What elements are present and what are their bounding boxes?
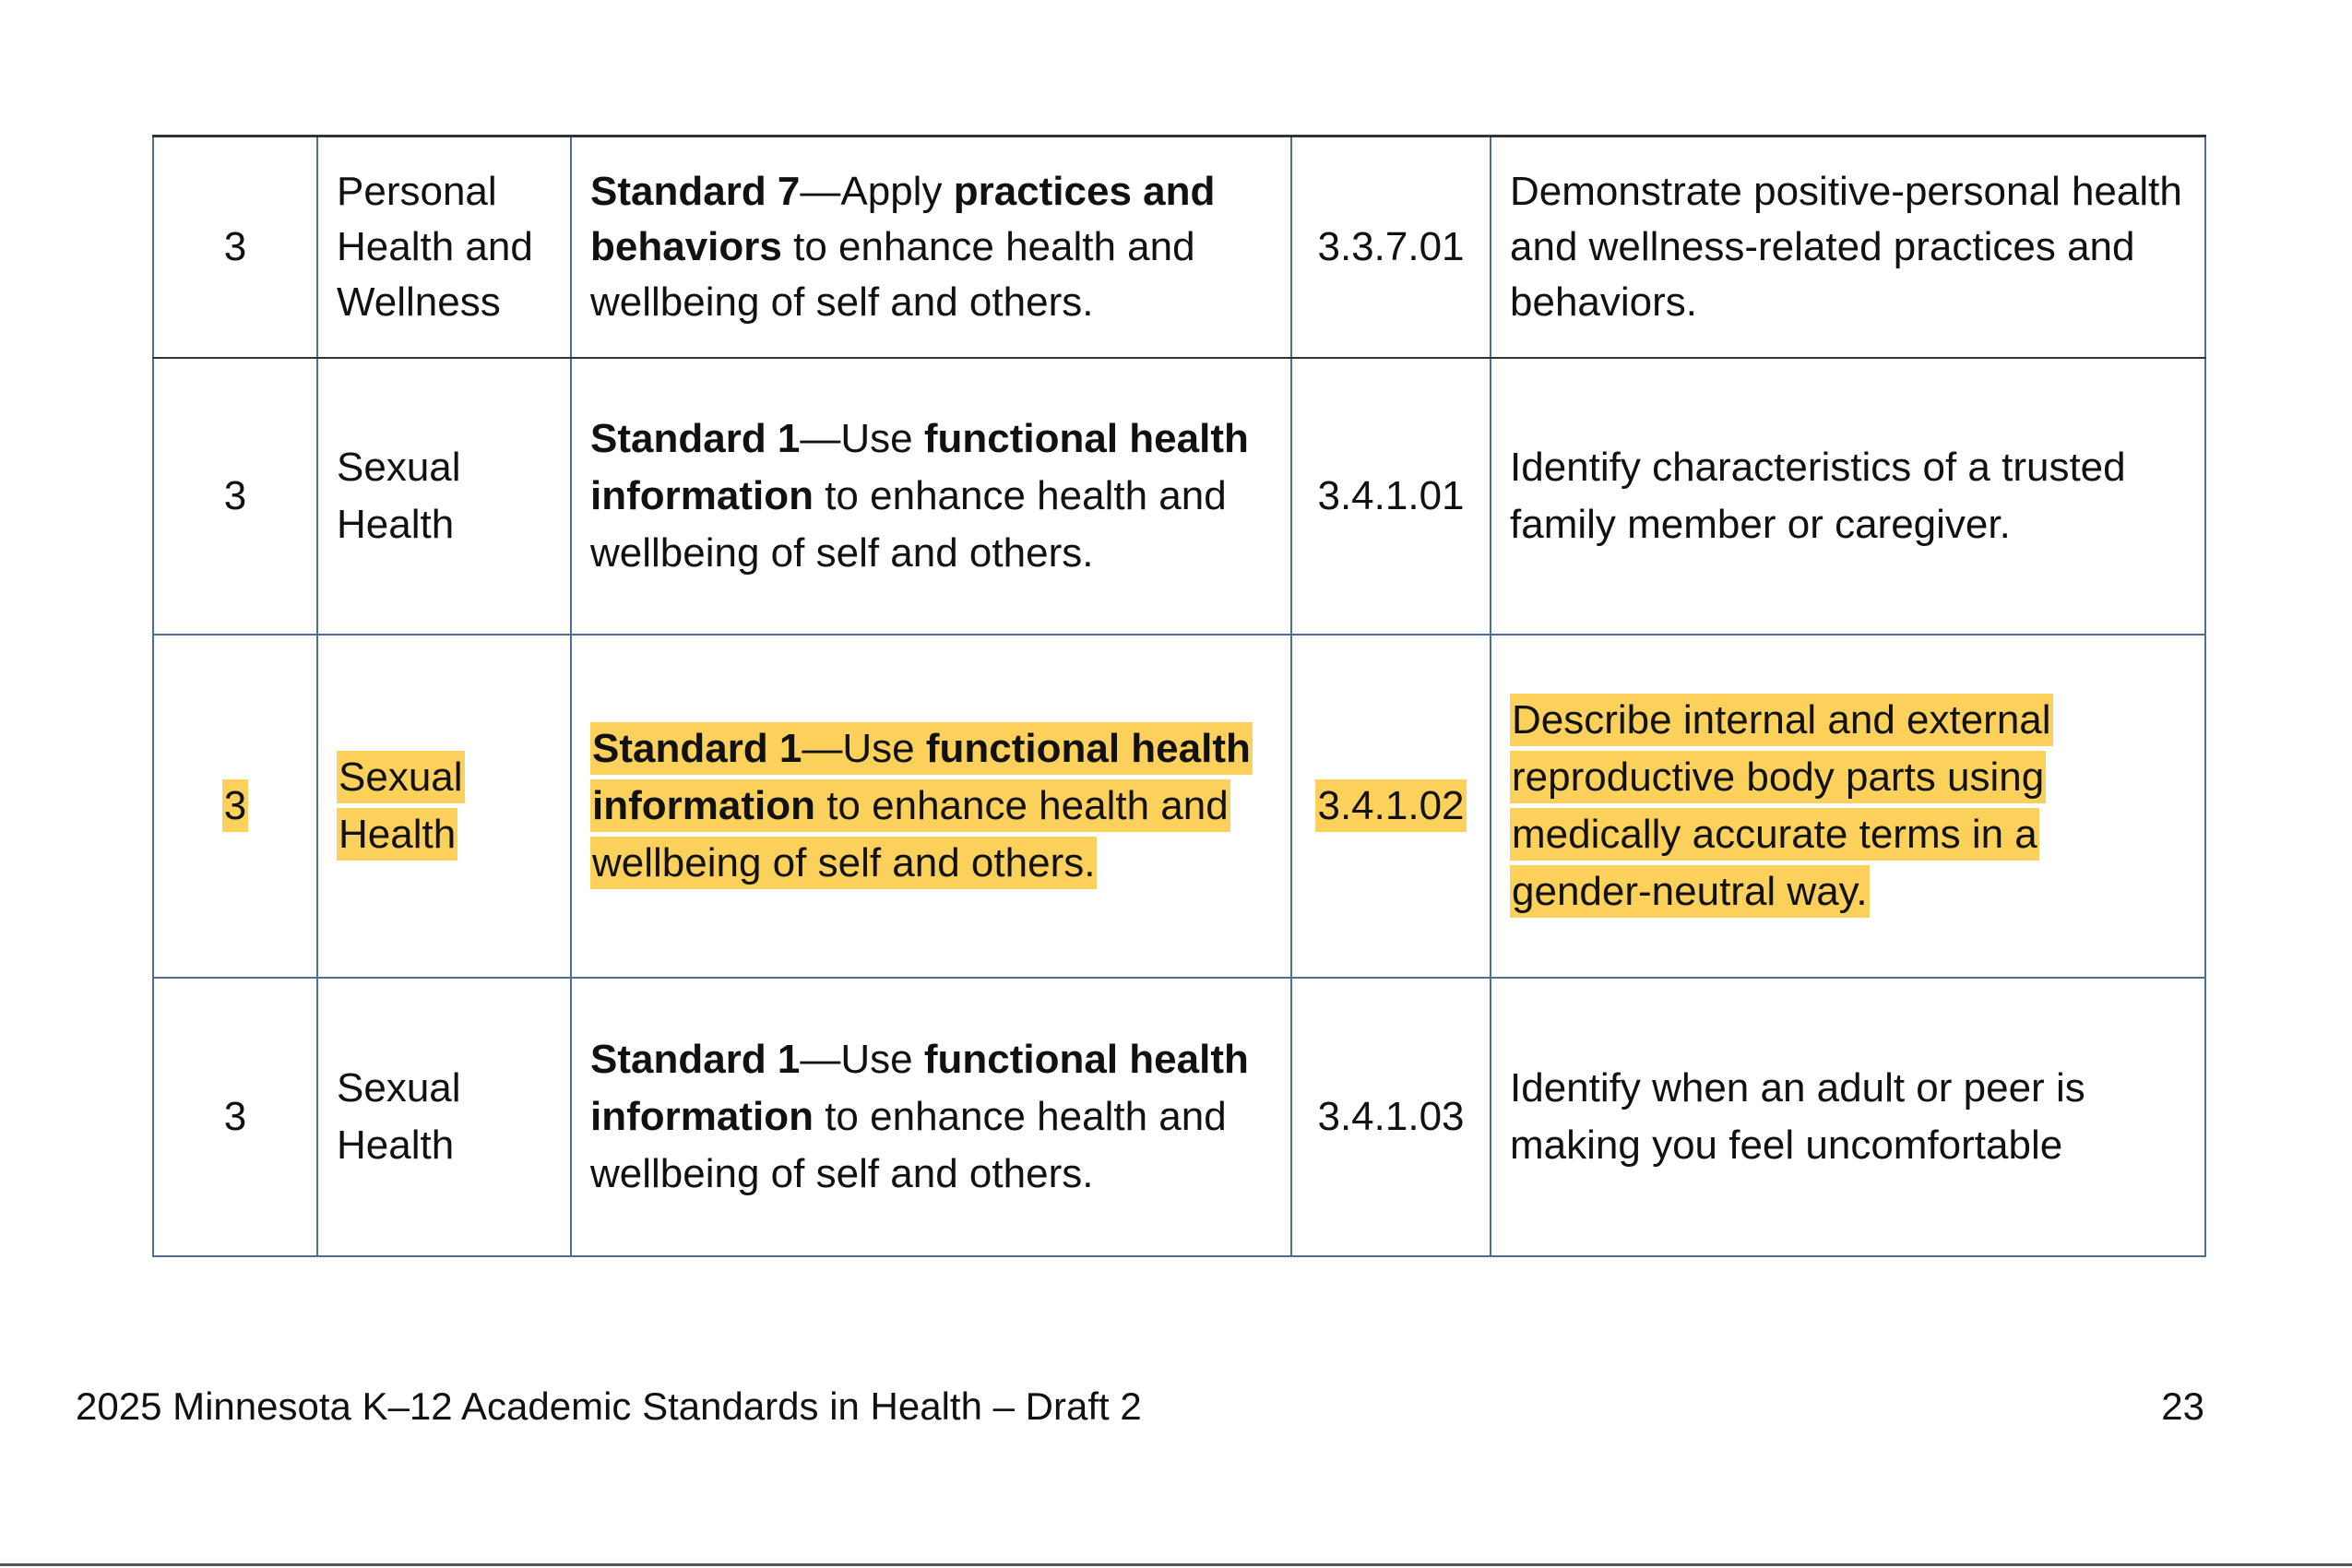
- benchmark-cell: [1491, 635, 2205, 978]
- text-highlight: 3: [222, 779, 248, 832]
- grade-cell: [153, 635, 317, 978]
- page-divider: [0, 1563, 2352, 1566]
- text-highlight: 3.4.1.02: [1315, 779, 1466, 832]
- footer-title: 2025 Minnesota K–12 Academic Standards in Health – Draft 2: [76, 1384, 1142, 1428]
- standard-cell: Standard 7—Apply practices and behaviors to enhance health and wellbeing of self and others.: [571, 137, 1291, 358]
- standard-cell: Standard 1—Use functional health information to enhance health and wellbeing of self and others.: [571, 358, 1291, 635]
- benchmark-cell: Demonstrate positive-personal health and wellness-related practices and behaviors.: [1491, 137, 2205, 358]
- table-row: [153, 358, 2205, 635]
- text-highlight: Sexual Health: [337, 751, 465, 861]
- grade-cell: 3: [153, 978, 317, 1256]
- benchmark-code-cell: 3.4.1.03: [1291, 978, 1491, 1256]
- page-number: 23: [2161, 1384, 2204, 1428]
- benchmark-code-cell: 3.4.1.01: [1291, 358, 1491, 635]
- standard-cell: [571, 635, 1291, 978]
- grade-cell: 3: [153, 358, 317, 635]
- text-highlight: Describe internal and external reproductive body parts using medically accurate terms in a gender-neutral way.: [1510, 694, 2053, 918]
- text-highlight: Standard 1—Use functional health information to enhance health and wellbeing of self and others.: [590, 722, 1253, 889]
- benchmark-code-cell: 3.3.7.01: [1291, 137, 1491, 358]
- strand-cell: Sexual Health: [317, 358, 571, 635]
- benchmark-cell: Identify when an adult or peer is making you feel uncomfortable: [1491, 978, 2205, 1256]
- benchmark-code-cell: [1291, 635, 1491, 978]
- strand-cell: [317, 635, 571, 978]
- table-row: [153, 978, 2205, 1256]
- standards-table: [152, 135, 2206, 1257]
- table-row: [153, 137, 2205, 358]
- table-row-highlighted: [153, 635, 2205, 978]
- strand-cell: Sexual Health: [317, 978, 571, 1256]
- benchmark-cell: Identify characteristics of a trusted family member or caregiver.: [1491, 358, 2205, 635]
- strand-cell: Personal Health and Wellness: [317, 137, 571, 358]
- grade-cell: 3: [153, 137, 317, 358]
- standard-cell: Standard 1—Use functional health information to enhance health and wellbeing of self and others.: [571, 978, 1291, 1256]
